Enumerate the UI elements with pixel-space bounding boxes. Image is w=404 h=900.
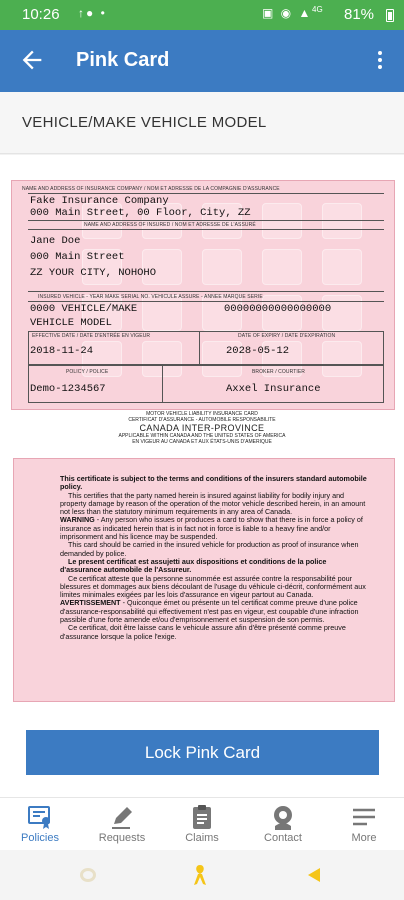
terms-p5: Le present certificat est assujetti aux dispositions et conditions de la police d'assurance automobile de l'Assureur. (60, 556, 327, 575)
app-bar (0, 30, 404, 92)
system-icons: ▣ ◉ ▲ (262, 6, 313, 20)
broker-name: Axxel Insurance (226, 383, 321, 395)
card-legend (0, 411, 404, 445)
policy-caption: POLICY / POLICE (66, 369, 109, 375)
legend-line-1: MOTOR VEHICLE LIABILITY INSURANCE CARD (146, 411, 258, 417)
insured-street: 000 Main Street (30, 251, 125, 263)
effective-caption: EFFECTIVE DATE / DATE D'ENTRÉE EN VIGEUR (32, 333, 151, 339)
battery-icon (386, 9, 394, 22)
nav-label-claims: Claims (185, 832, 219, 844)
insurer-name: Fake Insurance Company (30, 195, 169, 207)
support-agent-icon (269, 804, 297, 830)
vehicle-year-make: 0000 VEHICLE/MAKE (30, 303, 138, 315)
vehicle-serial: 00000000000000000 (224, 303, 332, 315)
legend-line-5: EN VIGEUR AU CANADA ET AUX ÉTATS-UNIS D'AMERIQUE (132, 439, 272, 445)
nav-item-requests[interactable] (82, 798, 162, 851)
legend-line-4: APPLICABLE WITHIN CANADA AND THE UNITED STATES OF AMERICA (118, 433, 286, 439)
nav-item-claims[interactable] (162, 798, 242, 851)
notification-icons: ↑● • (78, 6, 107, 20)
terms-p1: This certificate is subject to the terms and conditions of the insurers standard automobile policy. (60, 474, 367, 492)
terms-warning-label: WARNING (60, 515, 95, 525)
nav-label-requests: Requests (98, 832, 146, 844)
arrow-left-icon[interactable] (18, 46, 46, 74)
nav-label-policies: Policies (21, 832, 59, 844)
effective-date: 2018-11-24 (30, 345, 94, 357)
pen-icon (108, 804, 136, 830)
expiry-caption: DATE OF EXPIRY / DATE D'EXPIRATION (238, 333, 336, 339)
vehicle-model: VEHICLE MODEL (30, 317, 112, 329)
signal-indicator: 4G (312, 5, 323, 14)
legend-line-3: CANADA INTER-PROVINCE (139, 423, 265, 433)
status-time: 10:26 (22, 6, 60, 23)
battery-percent: 81% (344, 6, 375, 23)
status-bar (0, 0, 404, 30)
terms-p2: This certifies that the party named herein is insured against liability for bodily injury and property damage by reason of the operation of the motor vehicle described herein, in an amount not less than the statutory minimum requirements in any area of Canada. (60, 490, 366, 517)
vehicle-title: VEHICLE/MAKE VEHICLE MODEL (22, 114, 267, 131)
legend-line-2: CERTIFICAT D'ASSURANCE - AUTOMOBILE RESPONSABILITE (128, 417, 276, 423)
nav-label-contact: Contact (264, 832, 302, 844)
content-area (0, 155, 404, 797)
terms-p6: Ce certificat atteste que la personne sunommée est assurée contre la responsabilité pour blessures et dommages aux biens découlant de l'usage du véhicule ci-décrit, conformément aux limites minimales exigées par les lois d'assurance en vigeur partout au Canada. (60, 573, 366, 600)
page-title: Pink Card (76, 49, 170, 71)
lock-pink-card-button[interactable]: Lock Pink Card (26, 730, 379, 775)
terms-card (13, 458, 395, 702)
kebab-menu-icon[interactable] (370, 48, 390, 74)
insurer-address: 000 Main Street, 00 Floor, City, ZZ (30, 207, 251, 219)
nav-label-more: More (351, 832, 377, 844)
nav-item-more[interactable] (324, 798, 404, 851)
insurer-caption: NAME AND ADDRESS OF INSURANCE COMPANY / NOM ET ADRESSE DE LA COMPAGNIE D'ASSURANCE (22, 186, 280, 192)
expiry-date: 2028-05-12 (226, 345, 290, 357)
broker-caption: BROKER / COURTIER (252, 369, 306, 375)
insured-caption: NAME AND ADDRESS OF INSURED / NOM ET ADRESSE DE L'ASSURÉ (84, 222, 256, 228)
vehicle-header (0, 92, 404, 154)
policy-number: Demo-1234567 (30, 383, 106, 395)
menu-lines-icon (350, 804, 378, 830)
ribbon-icon[interactable] (193, 864, 207, 886)
home-icon[interactable] (80, 868, 96, 882)
insured-city: ZZ YOUR CITY, NOHOHO (30, 267, 157, 279)
policy-certificate-icon (26, 804, 54, 830)
pink-card (11, 180, 395, 410)
system-nav-bar (0, 850, 404, 900)
nav-item-contact[interactable] (243, 798, 323, 851)
bottom-nav (0, 797, 404, 850)
clipboard-icon (188, 804, 216, 830)
vehicle-caption: INSURED VEHICLE - YEAR MAKE SERIAL NO. VEHICULE ASSURE - ANNEE MARQUE SERIE (38, 294, 263, 300)
insured-name: Jane Doe (30, 235, 81, 247)
terms-avertissement-label: AVERTISSEMENT (60, 598, 121, 608)
back-triangle-icon[interactable] (308, 868, 320, 882)
terms-p3: - Any person who issues or produces a card to show that there is in force a policy of insurance as indicated herein that is in fact not in force is liable to a heavy fine and/or imprisonment and his licence may be suspended. (60, 515, 363, 542)
nav-item-policies[interactable] (0, 798, 80, 851)
terms-p4: This card should be carried in the insured vehicle for production as proof of insurance when demanded by police. (60, 540, 359, 558)
terms-p7: - Quiconque émet ou présente un tel certificat comme preuve d'une police d'assurance-responsabilité qui effectivement n'est pas en vigeur, est coupable d'une infraction passible d'une forte amende et/ou d'emprisonnement et suspension de son permis. (60, 598, 359, 625)
terms-p8: Ce certificat, doit être laisse cans le vehicule assure afin d'être présenté comme preuve d'assurance lorsque la police l'exige. (60, 623, 346, 641)
